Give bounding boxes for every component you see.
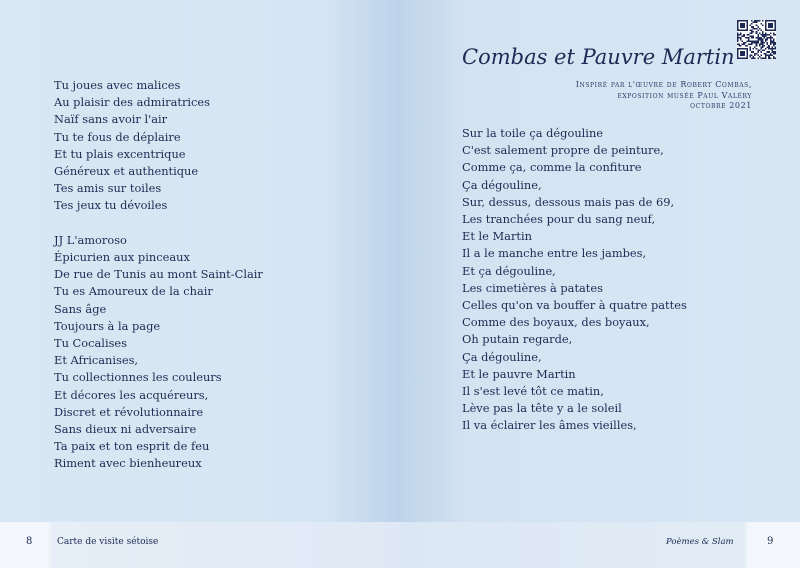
qr-code-icon[interactable]	[737, 20, 776, 59]
poem-line: Les tranchées pour du sang neuf,	[462, 212, 656, 227]
poem-line: Tes jeux tu dévoiles	[54, 198, 168, 213]
page-number: 8	[26, 536, 33, 547]
poem-line: Sur, dessus, dessous mais pas de 69,	[462, 194, 675, 209]
poem-line: Généreux et authentique	[54, 164, 199, 179]
poem-line: Tes amis sur toiles	[54, 181, 162, 196]
poem-line: Épicurien aux pinceaux	[54, 250, 190, 265]
poem-line: Tu te fous de déplaire	[54, 129, 181, 144]
right-footer	[400, 522, 800, 568]
right-poem	[462, 125, 687, 435]
poem-line: Oh putain regarde,	[462, 332, 573, 347]
left-footer	[0, 522, 400, 568]
poem-line: De rue de Tunis au mont Saint-Clair	[54, 267, 263, 282]
right-page	[400, 0, 800, 568]
poem-line: Discret et révolutionnaire	[54, 404, 204, 419]
poem-line: Tu collectionnes les couleurs	[54, 370, 222, 385]
poem-line: Comme des boyaux, des boyaux,	[462, 315, 650, 330]
credit-line: octobre 2021	[690, 101, 752, 110]
left-poem	[54, 77, 263, 473]
poem-line: Sur la toile ça dégouline	[462, 126, 604, 140]
poem-line: Et le pauvre Martin	[462, 366, 576, 381]
poem-line: Et tu plais excentrique	[54, 146, 186, 161]
poem-line: Au plaisir des admiratrices	[54, 95, 210, 110]
poem-line: Comme ça, comme la confiture	[462, 160, 642, 175]
poem-line: Et ça dégouline,	[462, 263, 556, 278]
running-title: Carte de visite sétoise	[57, 537, 159, 547]
poem-line: Toujours à la page	[54, 318, 161, 333]
poem-line: Ça dégouline,	[462, 177, 542, 192]
poem-line: Et le Martin	[462, 229, 532, 244]
poem-line: Ta paix et ton esprit de feu	[54, 439, 210, 454]
poem-line: Lève pas la tête y a le soleil	[462, 401, 622, 416]
poem-line: Riment avec bienheureux	[54, 456, 202, 471]
poem-line: Il va éclairer les âmes vieilles,	[462, 418, 637, 433]
poem-title: Combas et Pauvre Martin	[462, 45, 735, 69]
poem-line: Celles qu'on va bouffer à quatre pattes	[462, 298, 687, 313]
poem-line: Tu es Amoureux de la chair	[54, 284, 213, 299]
poem-line: Les cimetières à patates	[462, 280, 603, 295]
poem-line: Sans dieux ni adversaire	[54, 422, 197, 437]
poem-line: JJ L'amoroso	[54, 232, 127, 247]
poem-line: Tu Cocalises	[54, 336, 128, 351]
poem-line: Sans âge	[54, 301, 107, 316]
credit-line: Inspiré par l'œuvre de Robert Combas,	[575, 80, 752, 89]
poem-line: Et Africanises,	[54, 353, 139, 368]
running-title: Poèmes & Slam	[666, 537, 734, 547]
stanza-break	[54, 215, 263, 232]
poem-line: Naïf sans avoir l'air	[54, 112, 168, 127]
page-number: 9	[767, 536, 774, 547]
poem-line: Il s'est levé tôt ce matin,	[462, 384, 604, 399]
poem-credit	[576, 80, 752, 112]
poem-line: Tu joues avec malices	[54, 78, 181, 92]
credit-line: exposition musée Paul Valéry	[617, 90, 752, 100]
poem-line: Il a le manche entre les jambes,	[462, 246, 647, 261]
poem-line: C'est salement propre de peinture,	[462, 143, 664, 158]
poem-line: Et décores les acquéreurs,	[54, 387, 209, 402]
poem-line: Ça dégouline,	[462, 349, 542, 364]
